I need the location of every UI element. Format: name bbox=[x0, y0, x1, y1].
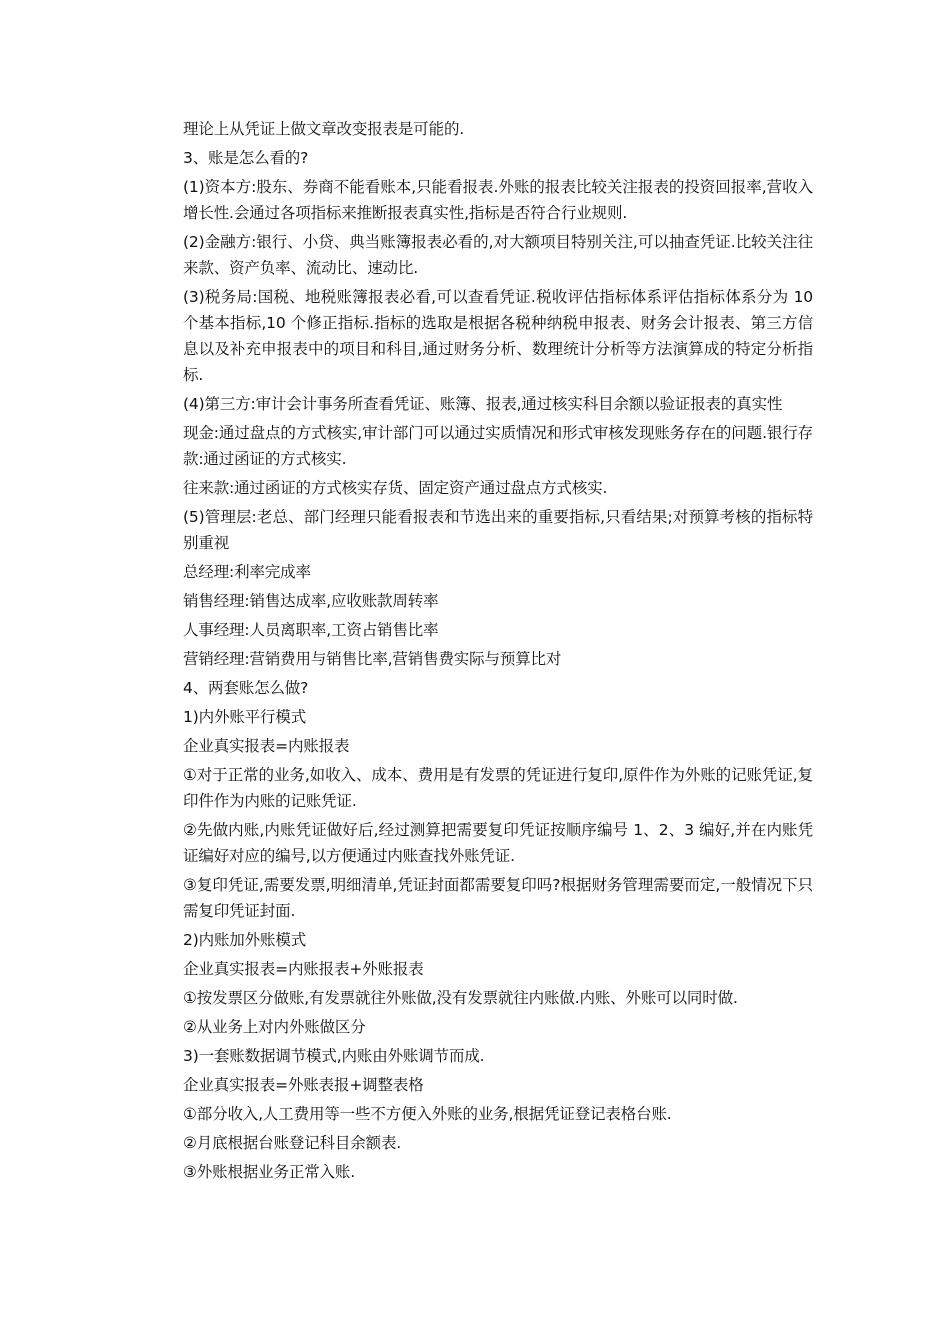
section-heading: 3、账是怎么看的? bbox=[183, 149, 309, 167]
paragraph: 人事经理:人员离职率,工资占销售比率 bbox=[183, 621, 439, 639]
paragraph: ③复印凭证,需要发票,明细清单,凭证封面都需要复印吗?根据财务管理需要而定,一般情况下只需复印凭证封面. bbox=[183, 876, 813, 920]
subheading: 1)内外账平行模式 bbox=[183, 708, 307, 726]
paragraph: 企业真实报表=内账报表 bbox=[183, 737, 350, 755]
paragraph: (2)金融方:银行、小贷、典当账簿报表必看的,对大额项目特别关注,可以抽查凭证.比较关注往来款、资产负率、流动比、速动比. bbox=[183, 233, 813, 277]
paragraph: 往来款:通过函证的方式核实存货、固定资产通过盘点方式核实. bbox=[183, 479, 608, 497]
paragraph: 现金:通过盘点的方式核实,审计部门可以通过实质情况和形式审核发现账务存在的问题.银行存款:通过函证的方式核实. bbox=[183, 424, 813, 468]
paragraph: 总经理:利率完成率 bbox=[183, 563, 311, 581]
paragraph: 企业真实报表=内账报表+外账报表 bbox=[183, 960, 424, 978]
paragraph: (3)税务局:国税、地税账簿报表必看,可以查看凭证.税收评估指标体系评估指标体系分为 10 个基本指标,10 个修正指标.指标的选取是根据各税种纳税申报表、财务会计报表、第三方信息以及补充申报表中的项目和科目,通过财务分析、数理统计分析等方法演算成的特定分析指标. bbox=[183, 288, 813, 384]
paragraph: ②先做内账,内账凭证做好后,经过测算把需要复印凭证按顺序编号 1、2、3 编好,并在内账凭证编好对应的编号,以方便通过内账查找外账凭证. bbox=[183, 821, 813, 865]
paragraph: (1)资本方:股东、券商不能看账本,只能看报表.外账的报表比较关注报表的投资回报率,营收入增长性.会通过各项指标来推断报表真实性,指标是否符合行业规则. bbox=[183, 178, 813, 222]
paragraph: ②从业务上对内外账做区分 bbox=[183, 1018, 366, 1036]
subheading: 2)内账加外账模式 bbox=[183, 931, 307, 949]
paragraph: ③外账根据业务正常入账. bbox=[183, 1163, 356, 1181]
paragraph: 理论上从凭证上做文章改变报表是可能的. bbox=[183, 120, 465, 138]
paragraph: 营销经理:营销费用与销售比率,营销售费实际与预算比对 bbox=[183, 650, 562, 668]
paragraph: ②月底根据台账登记科目余额表. bbox=[183, 1134, 402, 1152]
document-body bbox=[183, 116, 813, 1188]
paragraph: ①对于正常的业务,如收入、成本、费用是有发票的凭证进行复印,原件作为外账的记账凭证,复印件作为内账的记账凭证. bbox=[183, 766, 813, 810]
paragraph: ①部分收入,人工费用等一些不方便入外账的业务,根据凭证登记表格台账. bbox=[183, 1105, 672, 1123]
paragraph: 企业真实报表=外账表报+调整表格 bbox=[183, 1076, 424, 1094]
subheading: 3)一套账数据调节模式,内账由外账调节而成. bbox=[183, 1047, 485, 1065]
section-heading: 4、两套账怎么做? bbox=[183, 679, 309, 697]
paragraph: 销售经理:销售达成率,应收账款周转率 bbox=[183, 592, 439, 610]
paragraph: (4)第三方:审计会计事务所查看凭证、账簿、报表,通过核实科目余额以验证报表的真实性 bbox=[183, 395, 783, 413]
paragraph: (5)管理层:老总、部门经理只能看报表和节选出来的重要指标,只看结果;对预算考核的指标特别重视 bbox=[183, 508, 813, 552]
paragraph: ①按发票区分做账,有发票就往外账做,没有发票就往内账做.内账、外账可以同时做. bbox=[183, 989, 738, 1007]
